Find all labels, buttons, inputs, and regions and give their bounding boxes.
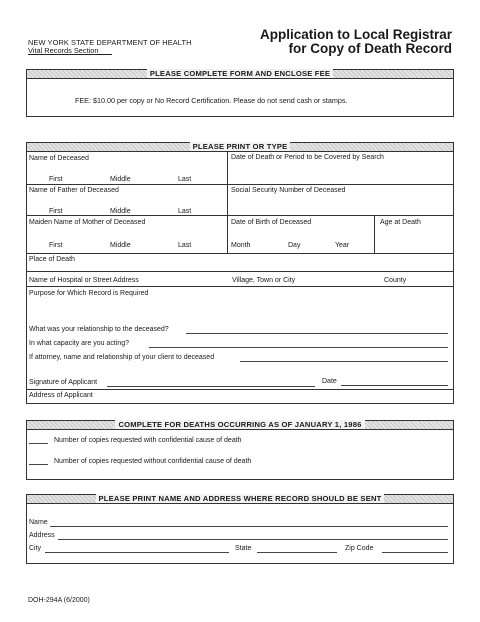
date-of-birth-label: Date of Birth of Deceased bbox=[231, 219, 312, 226]
father-last-label: Last bbox=[178, 208, 192, 215]
fee-banner-label: PLEASE COMPLETE FORM AND ENCLOSE FEE bbox=[147, 69, 333, 78]
form-title-line1: Application to Local Registrar bbox=[259, 27, 452, 42]
copies-section bbox=[26, 420, 454, 480]
father-first-label: First bbox=[49, 208, 63, 215]
purpose-label: Purpose for Which Record is Required bbox=[29, 290, 149, 297]
section-underline bbox=[28, 54, 112, 55]
copies-without-cause-input-line[interactable] bbox=[29, 464, 48, 465]
fee-text: FEE: $10.00 per copy or No Record Certification. Please do not send cash or stamps. bbox=[75, 96, 348, 105]
name-of-deceased-label: Name of Deceased bbox=[29, 155, 89, 162]
attorney-label: If attorney, name and relationship of your client to deceased bbox=[29, 354, 215, 361]
form-number: DOH-294A (6/2000) bbox=[28, 597, 90, 604]
mailing-section bbox=[26, 494, 454, 564]
deceased-first-label: First bbox=[49, 176, 63, 183]
row-divider-5 bbox=[27, 286, 453, 287]
section-name: Vital Records Section bbox=[28, 46, 99, 55]
deceased-middle-label: Middle bbox=[110, 176, 131, 183]
relationship-input-line[interactable] bbox=[186, 333, 448, 334]
applicant-section bbox=[26, 142, 454, 404]
capacity-input-line[interactable] bbox=[149, 347, 448, 348]
mailing-zip-label: Zip Code bbox=[345, 545, 374, 552]
county-label: County bbox=[384, 277, 407, 284]
mailing-banner-label: PLEASE PRINT NAME AND ADDRESS WHERE RECORD SHOULD BE SENT bbox=[96, 494, 385, 503]
row-divider-3 bbox=[27, 253, 453, 254]
row-divider-2 bbox=[27, 215, 453, 216]
applicant-address-label: Address of Applicant bbox=[29, 392, 93, 399]
age-divider bbox=[374, 215, 375, 253]
mailing-city-label: City bbox=[29, 545, 42, 552]
copies-banner bbox=[27, 421, 453, 430]
copies-banner-label: COMPLETE FOR DEATHS OCCURRING AS OF JANUARY 1, 1986 bbox=[115, 420, 364, 429]
mailing-banner bbox=[27, 495, 453, 504]
copies-with-cause-input-line[interactable] bbox=[29, 443, 48, 444]
mailing-address-input-line[interactable] bbox=[58, 539, 448, 540]
date-of-death-label: Date of Death or Period to be Covered by Search bbox=[231, 154, 384, 161]
father-middle-label: Middle bbox=[110, 208, 131, 215]
age-at-death-label: Age at Death bbox=[380, 219, 421, 226]
print-banner bbox=[27, 143, 453, 152]
copies-with-cause-label: Number of copies requested with confidential cause of death bbox=[54, 437, 242, 444]
row-divider-1 bbox=[27, 184, 453, 185]
form-title-line2: for Copy of Death Record bbox=[288, 41, 452, 56]
hospital-label: Name of Hospital or Street Address bbox=[29, 277, 139, 284]
mother-first-label: First bbox=[49, 242, 63, 249]
row-divider-6 bbox=[27, 389, 453, 390]
copies-without-cause-label: Number of copies requested without confidential cause of death bbox=[54, 458, 252, 465]
mailing-zip-input-line[interactable] bbox=[382, 552, 448, 553]
mailing-city-input-line[interactable] bbox=[45, 552, 229, 553]
capacity-label: In what capacity are you acting? bbox=[29, 340, 130, 347]
birth-month-label: Month bbox=[231, 242, 251, 249]
village-label: Village, Town or City bbox=[232, 277, 296, 284]
birth-year-label: Year bbox=[335, 242, 350, 249]
attorney-input-line[interactable] bbox=[240, 361, 448, 362]
mailing-state-input-line[interactable] bbox=[257, 552, 337, 553]
fee-banner bbox=[27, 70, 453, 79]
signature-label: Signature of Applicant bbox=[29, 379, 98, 386]
mailing-state-label: State bbox=[235, 545, 252, 552]
ssn-label: Social Security Number of Deceased bbox=[231, 187, 346, 194]
mailing-name-label: Name bbox=[29, 519, 48, 526]
fee-section bbox=[26, 69, 454, 117]
deceased-last-label: Last bbox=[178, 176, 192, 183]
mailing-name-input-line[interactable] bbox=[50, 526, 448, 527]
mother-middle-label: Middle bbox=[110, 242, 131, 249]
column-divider bbox=[227, 152, 228, 253]
row-divider-4 bbox=[27, 271, 453, 272]
signature-input-line[interactable] bbox=[107, 386, 315, 387]
print-banner-label: PLEASE PRINT OR TYPE bbox=[190, 142, 291, 151]
birth-day-label: Day bbox=[288, 242, 301, 249]
mailing-address-label: Address bbox=[29, 532, 55, 539]
father-name-label: Name of Father of Deceased bbox=[29, 187, 119, 194]
place-of-death-label: Place of Death bbox=[29, 256, 75, 263]
relationship-label: What was your relationship to the deceased? bbox=[29, 326, 169, 333]
mother-last-label: Last bbox=[178, 242, 192, 249]
mother-maiden-name-label: Maiden Name of Mother of Deceased bbox=[29, 219, 146, 226]
date-label: Date bbox=[322, 378, 337, 385]
agency-name: NEW YORK STATE DEPARTMENT OF HEALTH bbox=[28, 38, 192, 47]
date-input-line[interactable] bbox=[341, 385, 448, 386]
